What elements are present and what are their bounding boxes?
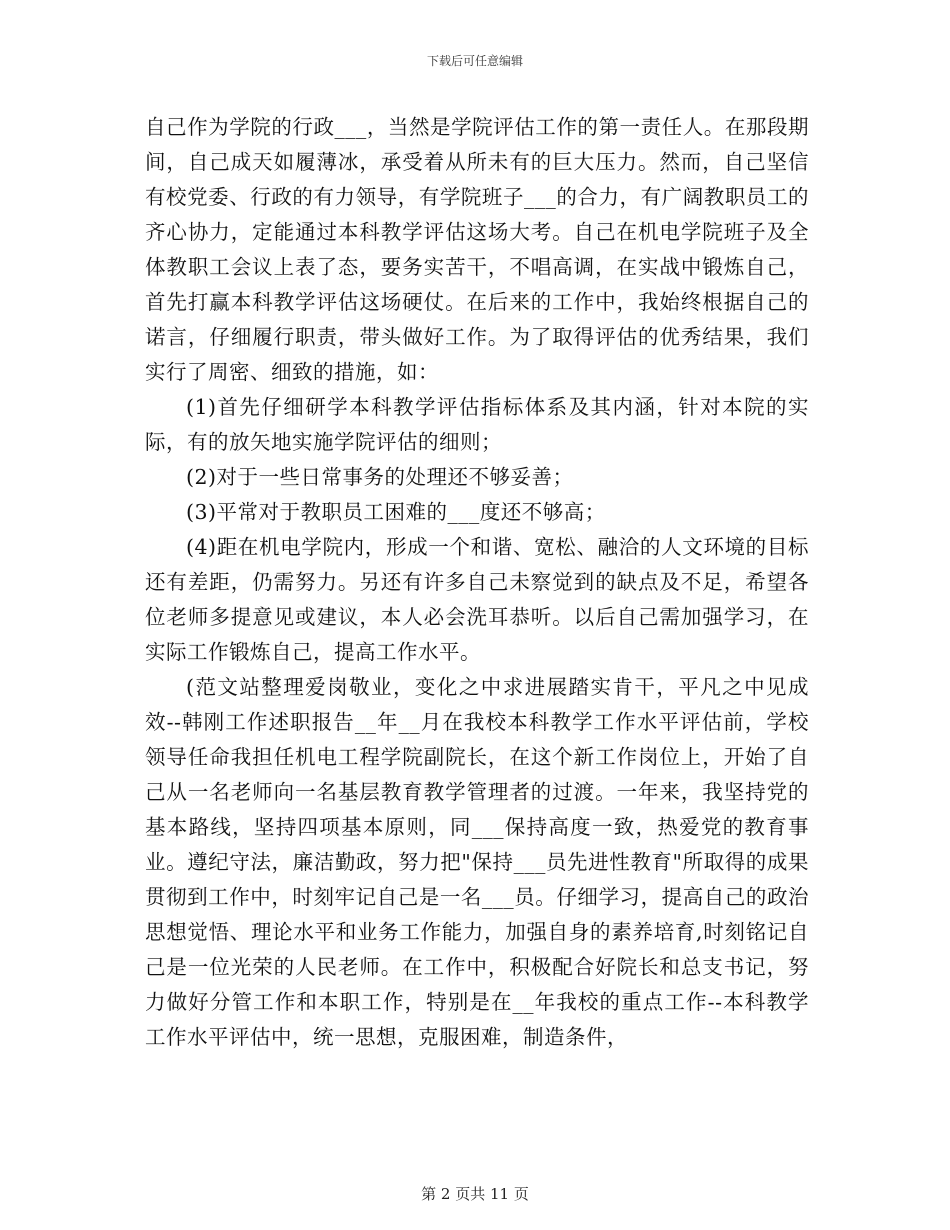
document-body [145, 110, 809, 1055]
paragraph-1: 自己作为学院的行政___，当然是学院评估工作的第一责任人。在那段期间，自己成天如履薄冰，承受着从所未有的巨大压力。然而，自己坚信有校党委、行政的有力领导，有学院班子___的合力，有广阔教职员工的齐心协力，定能通过本科教学评估这场大考。自己在机电学院班子及全体教职工会议上表了态，要务实苦干，不唱高调，在实战中锻炼自己，首先打赢本科教学评估这场硬仗。在后来的工作中，我始终根据自己的诺言，仔细履行职责，带头做好工作。为了取得评估的优秀结果，我们实行了周密、细致的措施，如： [145, 115, 809, 384]
page-header-note: 下载后可任意编辑 [426, 54, 523, 68]
paragraph-2: (1)首先仔细研学本科教学评估指标体系及其内涵，针对本院的实际，有的放矢地实施学院评估的细则； [145, 395, 809, 454]
paragraph-3: (2)对于一些日常事务的处理还不够妥善； [186, 465, 574, 489]
paragraph-4: (3)平常对于教职员工困难的___度还不够高； [186, 500, 606, 524]
page-number-footer: 第 2 页共 11 页 [421, 1185, 529, 1203]
paragraph-6: (范文站整理爱岗敬业，变化之中求进展踏实肯干，平凡之中见成效--韩刚工作述职报告__年__月在我校本科教学工作水平评估前，学校领导任命我担任机电工程学院副院长，在这个新工作岗位上，开始了自己从一名老师向一名基层教育教学管理者的过渡。一年来，我坚持党的基本路线，坚持四项基本原则，同___保持高度一致，热爱党的教育事业。遵纪守法，廉洁勤政，努力把"保持___员先进性教育"所取得的成果贯彻到工作中，时刻牢记自己是一名___员。仔细学习，提高自己的政治思想觉悟、理论水平和业务工作能力，加强自身的素养培育,时刻铭记自己是一位光荣的人民老师。在工作中，积极配合好院长和总支书记，努力做好分管工作和本职工作，特别是在__年我校的重点工作--本科教学工作水平评估中，统一思想，克服困难，制造条件， [145, 675, 809, 1049]
paragraph-5: (4)距在机电学院内，形成一个和谐、宽松、融洽的人文环境的目标还有差距，仍需努力。另还有许多自己未察觉到的缺点及不足，希望各位老师多提意见或建议，本人必会洗耳恭听。以后自己需加强学习，在实际工作锻炼自己，提高工作水平。 [145, 535, 809, 664]
